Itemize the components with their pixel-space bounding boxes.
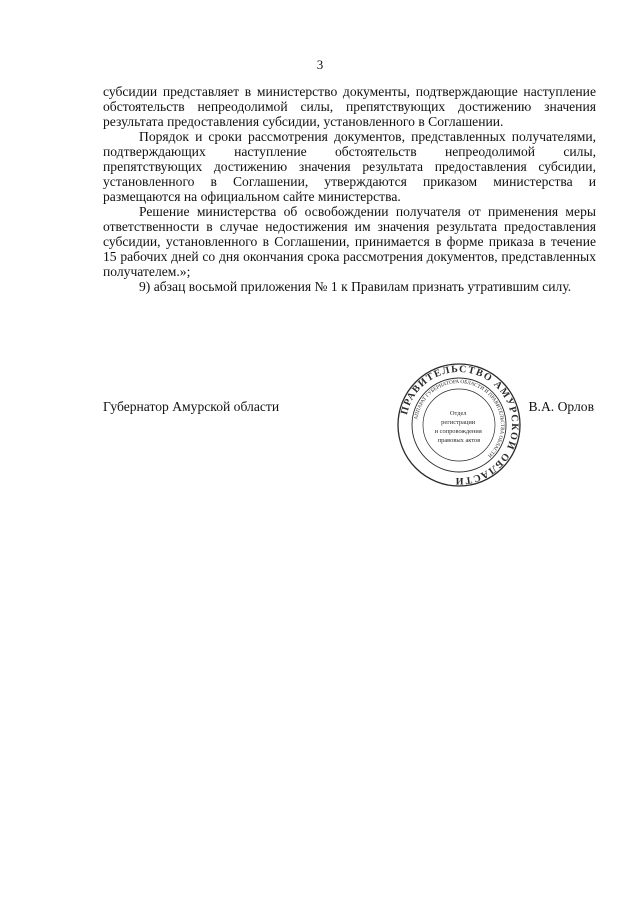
paragraph-4: 9) абзац восьмой приложения № 1 к Правилам признать утратившим силу.: [139, 279, 572, 294]
page-number: 3: [316, 57, 324, 72]
document-body: [103, 84, 596, 294]
official-stamp: [396, 362, 522, 488]
signatory-name: В.А. Орлов: [528, 399, 594, 414]
paragraph-2: Порядок и сроки рассмотрения документов, представленных получателями, подтверждающих наступление обстоятельств непреодолимой силы, препятствующих достижению значения результата предоставления субсидии, установленного в Соглашении, утверждаются приказом министерства и размещаются на официальном сайте министерства.: [103, 129, 596, 204]
stamp-center-text: Отдел регистрации и сопровождения правовых актов: [434, 410, 482, 444]
paragraph-3: Решение министерства об освобождении получателя от применения меры ответственности в случае недостижения им значения результата предоставления субсидии, установленного в Соглашении, принимается в форме приказа в течение 15 рабочих дней со дня окончания срока рассмотрения документов, представленных получателем.»;: [103, 204, 596, 279]
stamp-outer-text: ПРАВИТЕЛЬСТВО АМУРСКОЙ ОБЛАСТИ: [399, 363, 521, 487]
stamp-inner-text: АППАРАТ ГУБЕРНАТОРА ОБЛАСТИ И ПРАВИТЕЛЬСТВА ОБЛАСТИ: [413, 378, 506, 459]
paragraph-1: субсидии представляет в министерство документы, подтверждающие наступление обстоятельств непреодолимой силы, препятствующих достижению значения результата предоставления субсидии, установленного в Соглашении.: [103, 84, 596, 129]
signatory-position: Губернатор Амурской области: [103, 399, 280, 414]
